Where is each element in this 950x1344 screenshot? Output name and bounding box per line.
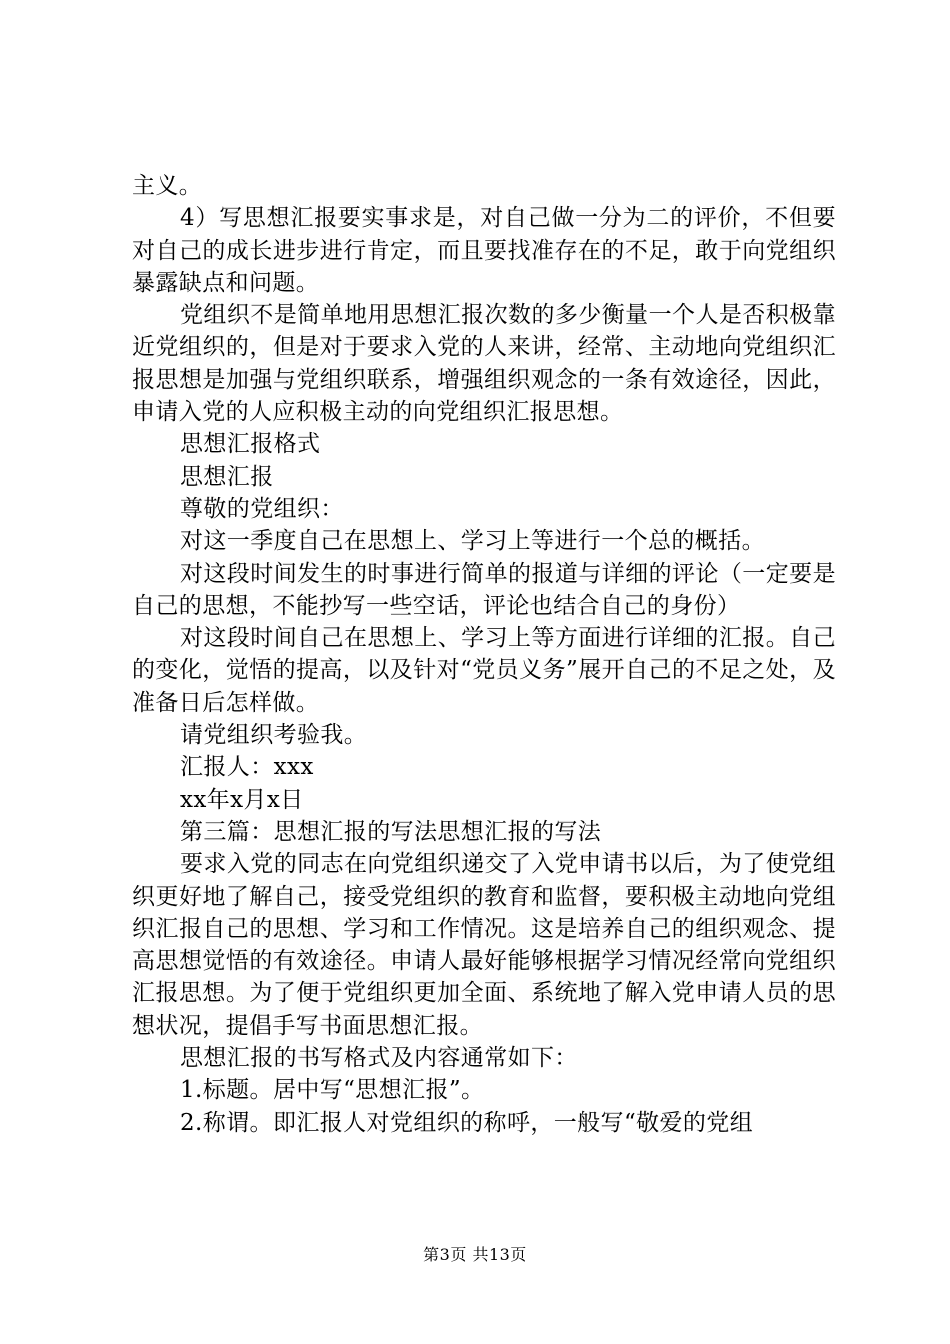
paragraph-closing: 请党组织考验我。 bbox=[180, 722, 368, 749]
paragraph-title: 思想汇报 bbox=[180, 463, 274, 490]
paragraph-2: 4）写思想汇报要实事求是，对自己做一分为二的评价，不但要对自己的成长进步进行肯定，而且要找准存在的不足，敢于向党组织暴露缺点和问题。 bbox=[132, 205, 836, 296]
paragraph-heading-format: 思想汇报格式 bbox=[180, 431, 321, 458]
paragraph-format-intro: 思想汇报的书写格式及内容通常如下： bbox=[180, 1045, 578, 1072]
paragraph-detailed-report: 对这段时间自己在思想上、学习上等方面进行详细的汇报。自己的变化，觉悟的提高，以及针对“党员义务”展开自己的不足之处，及准备日后怎样做。 bbox=[132, 625, 836, 716]
paragraph-item-1: 1.标题。居中写“思想汇报”。 bbox=[180, 1077, 485, 1104]
paragraph-reporter: 汇报人：xxx bbox=[180, 754, 314, 781]
document-body bbox=[132, 170, 836, 1139]
page-number-footer: 第3页 共13页 bbox=[423, 1245, 527, 1264]
paragraph-3: 党组织不是简单地用思想汇报次数的多少衡量一个人是否积极靠近党组织的，但是对于要求入党的人来讲，经常、主动地向党组织汇报思想是加强与党组织联系，增强组织观念的一条有效途径，因此，申请入党的人应积极主动的向党组织汇报思想。 bbox=[132, 302, 836, 426]
section-heading-part3: 第三篇：思想汇报的写法思想汇报的写法 bbox=[180, 818, 602, 845]
paragraph-salutation: 尊敬的党组织： bbox=[180, 495, 344, 522]
paragraph-1: 主义。 bbox=[132, 173, 203, 199]
paragraph-current-events: 对这段时间发生的时事进行简单的报道与详细的评论（一定要是自己的思想，不能抄写一些空话，评论也结合自己的身份） bbox=[132, 560, 836, 619]
paragraph-summary: 对这一季度自己在思想上、学习上等进行一个总的概括。 bbox=[180, 528, 765, 555]
paragraph-intro-part3: 要求入党的同志在向党组织递交了入党申请书以后，为了使党组织更好地了解自己，接受党组织的教育和监督，要积极主动地向党组织汇报自己的思想、学习和工作情况。这是培养自己的组织观念、提高思想觉悟的有效途径。申请人最好能够根据学习情况经常向党组织汇报思想。为了便于党组织更加全面、系统地了解入党申请人员的思想状况，提倡手写书面思想汇报。 bbox=[132, 851, 836, 1039]
paragraph-date: xx年x月x日 bbox=[180, 786, 304, 813]
paragraph-item-2: 2.称谓。即汇报人对党组织的称呼，一般写“敬爱的党组 bbox=[180, 1109, 754, 1136]
